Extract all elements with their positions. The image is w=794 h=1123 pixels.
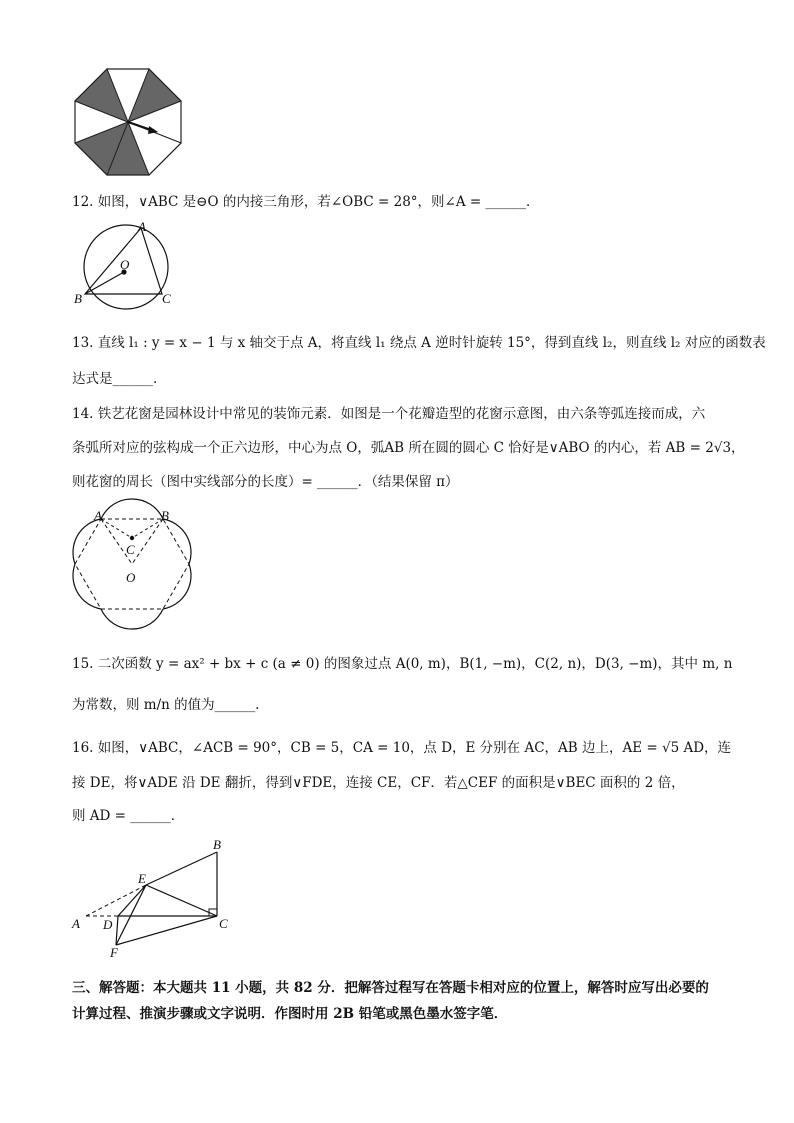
q13-text-1: 13. 直线 l₁ : y = x − 1 与 x 轴交于点 A，将直线 l₁ 绕点 A 逆时针旋转 15°，得到直线 l₂，则直线 l₂ 对应的函数表 xyxy=(72,335,766,351)
q16-label-f: F xyxy=(110,945,118,960)
q14-label-o: O xyxy=(126,570,136,585)
section3-heading-2: 计算过程、推演步骤或文字说明．作图时用 2B 铅笔或黑色墨水签字笔． xyxy=(72,1006,508,1022)
q16-text-3: 则 AD = ______． xyxy=(72,808,185,824)
q15-text-2: 为常数，则 m/n 的值为______. xyxy=(72,697,260,713)
q14-text-2: 条弧所对应的弦构成一个正六边形，中心为点 O，弧AB 所在圆的圆心 C 恰好是∨ABO 的内心，若 AB = 2√3， xyxy=(72,440,745,456)
q14-text-3: 则花窗的周长（图中实线部分的长度）= ______．（结果保留 π） xyxy=(72,474,459,490)
q14-label-a: A xyxy=(94,508,102,523)
q14-label-c: C xyxy=(126,542,135,557)
q12-circle-figure xyxy=(72,219,202,312)
section3-heading-1: 三、解答题：本大题共 11 小题，共 82 分．把解答过程写在答题卡相对应的位置上，解答时应写出必要的 xyxy=(72,980,709,996)
q12-label-b: B xyxy=(74,291,82,306)
q14-text-1: 14. 铁艺花窗是园林设计中常见的装饰元素．如图是一个花瓣造型的花窗示意图，由六条等弧连接而成，六 xyxy=(72,406,706,422)
q16-text-2: 接 DE，将∨ADE 沿 DE 翻折，得到∨FDE，连接 CE，CF．若△CEF 的面积是∨BEC 面积的 2 倍， xyxy=(72,775,685,791)
octagon-spinner-figure xyxy=(74,68,182,176)
q12-text: 12. 如图，∨ABC 是⊖O 的内接三角形，若∠OBC = 28°，则∠A = ______． xyxy=(72,194,540,210)
q12-label-c: C xyxy=(162,291,171,306)
q16-text-1: 16. 如图，∨ABC，∠ACB = 90°，CB = 5，CA = 10，点 D，E 分别在 AC，AB 边上，AE = √5 AD，连 xyxy=(72,740,732,756)
q13-text-2: 达式是______. xyxy=(72,371,158,387)
q16-triangle-figure xyxy=(70,838,230,958)
q16-label-b: B xyxy=(213,837,221,852)
q15-text-1: 15. 二次函数 y = ax² + bx + c (a ≠ 0) 的图象过点 A(0, m)，B(1, −m)，C(2, n)，D(3, −m)，其中 m, n xyxy=(72,656,733,672)
q16-label-c: C xyxy=(219,916,228,931)
q16-label-a: A xyxy=(72,916,80,931)
q16-label-d: D xyxy=(103,917,113,932)
q12-label-a: A xyxy=(138,219,146,234)
q14-flower-window-figure xyxy=(70,506,195,626)
q12-label-o: O xyxy=(120,257,130,272)
q16-label-e: E xyxy=(138,871,146,886)
q14-label-b: B xyxy=(161,508,169,523)
